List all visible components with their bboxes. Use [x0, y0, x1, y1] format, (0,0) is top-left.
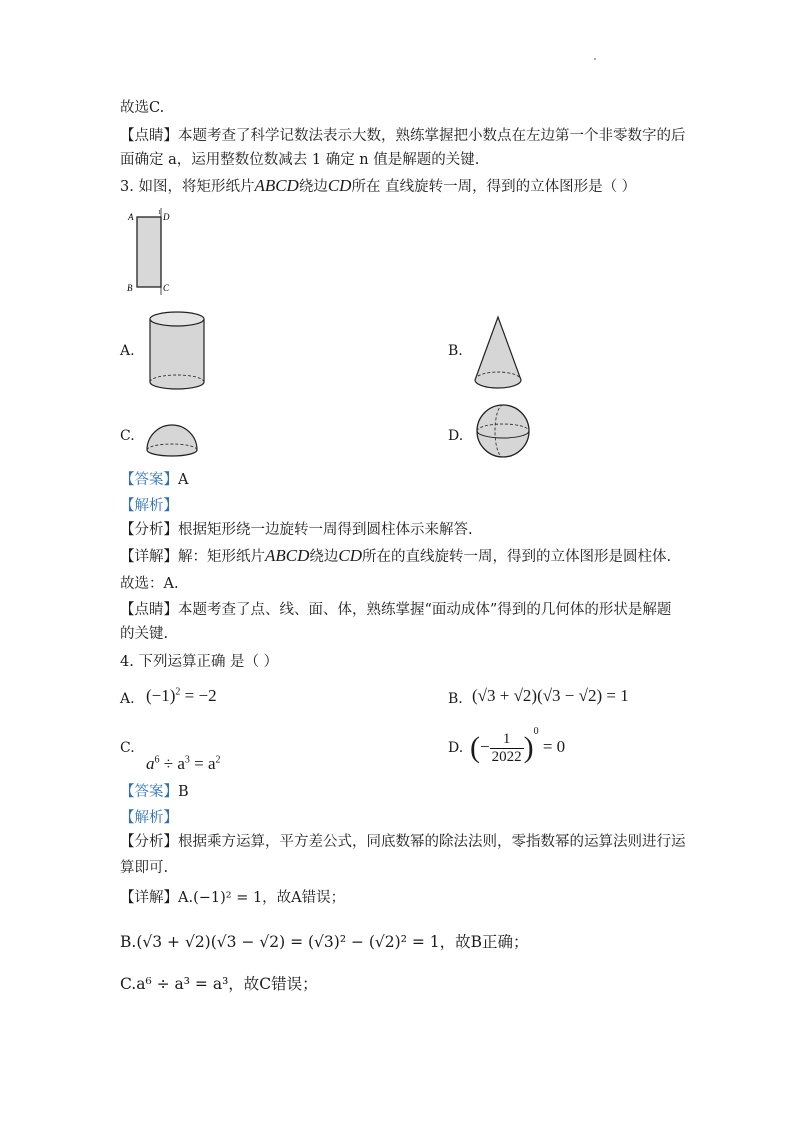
q4c-exp1: 6	[154, 754, 160, 766]
q4-option-b-label: B.	[448, 691, 463, 707]
q4c-base: a	[146, 754, 155, 773]
xiangjie-abcd: ABCD	[265, 546, 310, 565]
fenxi-4	[120, 832, 686, 852]
comment-label: 【点睛】	[120, 602, 178, 618]
comment-1	[120, 126, 686, 146]
fenxi-label: 【分析】	[120, 522, 178, 538]
xiangjie-label: 【详解】	[120, 890, 178, 906]
answer-4	[120, 782, 189, 802]
xiangjie-4-c: C.a⁶ ÷ a³ = a³，故C错误；	[120, 975, 318, 993]
q3-mid: 绕边	[298, 179, 328, 195]
hemisphere-figure	[144, 420, 200, 460]
comment-text: 本题考查了科学记数法表示大数，熟练掌握把小数点在左边第一个非零数字的后	[178, 128, 686, 144]
label-d: D	[163, 212, 170, 222]
q4d-rhs: = 0	[542, 737, 566, 756]
xiangjie-label: 【详解】	[120, 549, 178, 565]
q4c-div: ÷ a	[159, 754, 185, 773]
label-b: B	[127, 283, 133, 293]
answer-label: 【答案】	[120, 472, 178, 488]
option-b-label: B.	[448, 343, 463, 359]
question-3	[120, 176, 636, 197]
label-a: A	[128, 212, 134, 222]
option-d-label: D.	[448, 428, 464, 444]
q4a-lhs: (−1)	[146, 686, 176, 705]
q4-option-a-label: A.	[120, 691, 135, 707]
q4-option-a-expr	[146, 686, 217, 706]
xiangjie-cd: CD	[338, 546, 363, 565]
q4a-exp: 2	[175, 686, 181, 698]
question-4: 4. 下列运算正确 是（ ）	[120, 654, 279, 670]
fenxi-text: 根据乘方运算，平方差公式，同底数幂的除法法则，零指数幂的运算法则进行运	[178, 834, 686, 850]
q4c-eq: = a	[189, 754, 216, 773]
q3-prefix: 3. 如图，将矩形纸片	[120, 179, 255, 195]
comment-1-cont: 面确定 a，运用整数位数减去 1 确定 n 值是解题的关键.	[120, 152, 480, 168]
answer-3	[120, 470, 188, 490]
cone-figure	[470, 312, 530, 396]
xiangjie-4-a	[120, 888, 345, 908]
choose-a-line: 故选：A.	[120, 576, 179, 592]
sphere-figure	[474, 402, 534, 462]
cylinder-figure	[145, 306, 209, 394]
label-1: 1	[158, 210, 161, 216]
xiangjie-4-b: B.(√3 + √2)(√3 − √2) = (√3)² − (√2)² = 1，故B正确；	[120, 933, 529, 951]
xiangjie-a-text: A.(−1)² = 1，故A错误；	[178, 890, 346, 906]
analysis-3-label: 【解析】	[120, 498, 178, 514]
q3-suffix: 所在 直线旋转一周，得到的立体图形是（ ）	[351, 179, 637, 195]
answer-value: B	[178, 784, 189, 800]
comment-label: 【点睛】	[120, 128, 178, 144]
choose-c-line: 故选C.	[120, 100, 165, 116]
comment-3-cont: 的关键.	[120, 626, 169, 642]
xiangjie-3	[120, 546, 671, 567]
q4d-exp: 0	[533, 726, 539, 737]
comment-3	[120, 600, 671, 620]
q4-option-c-label: C.	[120, 740, 135, 756]
q4-option-d-expr: (− $\frac{1}{2022}$ )$^0$ = 0	[470, 726, 566, 765]
q3-cd: CD	[327, 176, 352, 195]
xiangjie-mid: 绕边	[309, 549, 339, 565]
fenxi-label: 【分析】	[120, 834, 178, 850]
scan-dot	[594, 58, 596, 60]
q4d-minus: −	[480, 737, 490, 756]
fenxi-4-cont: 算即可.	[120, 860, 169, 876]
q4d-num: 1	[490, 731, 524, 749]
fenxi-3	[120, 520, 473, 540]
option-c-label: C.	[120, 428, 135, 444]
fenxi-text: 根据矩形绕一边旋转一周得到圆柱体示来解答.	[178, 522, 473, 538]
label-c: C	[163, 283, 170, 293]
xiangjie-suf: 所在的直线旋转一周，得到的立体图形是圆柱体.	[362, 549, 672, 565]
rectangle-figure	[120, 205, 180, 297]
q4-option-d-label: D.	[448, 740, 464, 756]
q4c-exp3: 2	[215, 754, 221, 766]
answer-label: 【答案】	[120, 784, 178, 800]
q4d-fraction	[490, 731, 524, 766]
q4-option-c-expr	[146, 754, 221, 774]
answer-value: A	[178, 472, 189, 488]
q4d-den: 2022	[491, 748, 522, 765]
analysis-4-label: 【解析】	[120, 810, 178, 826]
q4a-rhs: = −2	[184, 686, 217, 705]
option-a-label: A.	[120, 343, 135, 359]
rectangle-abcd	[137, 217, 161, 287]
comment-text: 本题考查了点、线、面、体，熟练掌握“面动成体”得到的几何体的形状是解题	[178, 602, 672, 618]
q4c-exp2: 3	[184, 754, 190, 766]
q4-option-b-expr: (√3 + √2)(√3 − √2) = 1	[472, 686, 629, 705]
q3-abcd: ABCD	[254, 176, 299, 195]
xiangjie-pre: 解：矩形纸片	[178, 549, 265, 565]
